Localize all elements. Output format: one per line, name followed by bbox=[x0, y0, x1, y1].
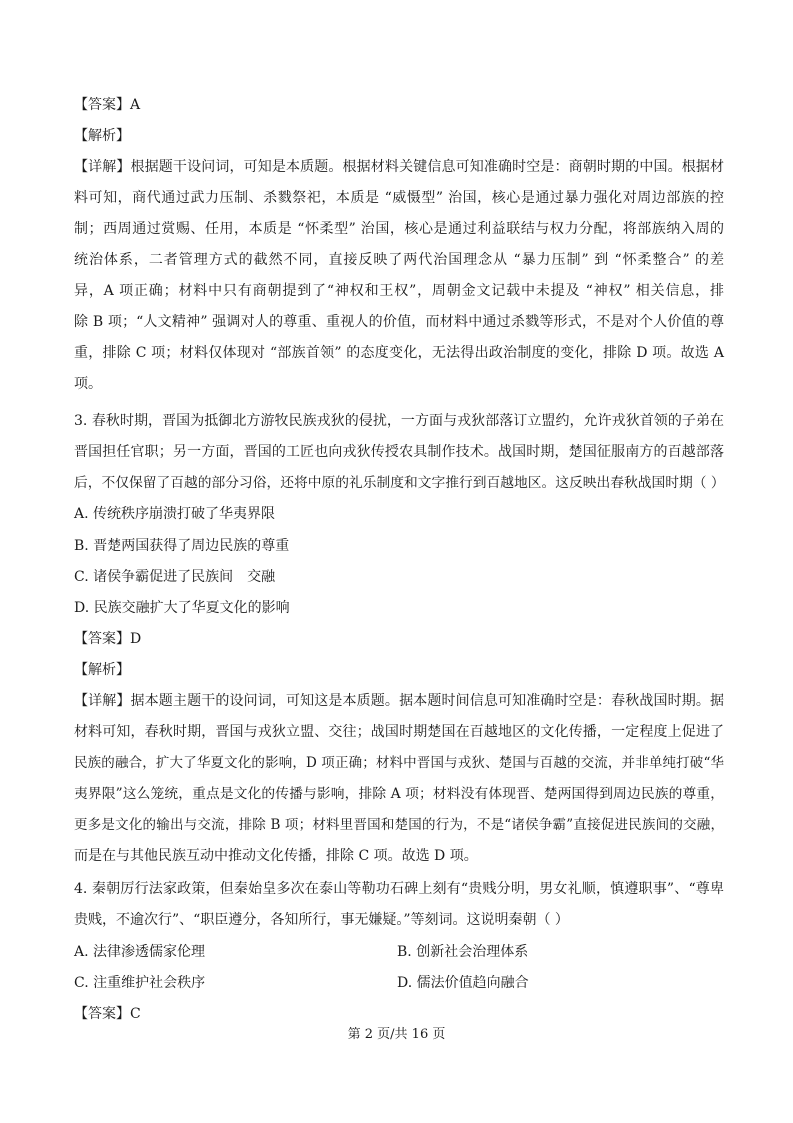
q4-option-a: A. 法律渗透儒家伦理 bbox=[74, 944, 206, 960]
q2-answer: 【答案】A bbox=[74, 97, 141, 113]
q2-detail-line: 异，A 项正确；材料中只有商朝提到了“神权和王权”，周朝金文记载中未提及 “神权” 相关信息，排 bbox=[74, 283, 724, 299]
q3-detail-line: 夷界限”这么笼统，重点是文化的传播与影响，排除 A 项；材料没有体现晋、楚两国得到周边民族的尊重， bbox=[74, 786, 724, 802]
q2-detail-line: 项。 bbox=[74, 376, 102, 392]
q4-option-c: C. 注重维护社会秩序 bbox=[74, 975, 206, 991]
page-footer: 第 2 页/共 16 页 bbox=[347, 1027, 446, 1042]
q3-stem-line: 晋国担任官职；另一方面，晋国的工匠也向戎狄传授农具制作技术。战国时期，楚国征服南方的百越部落 bbox=[74, 444, 724, 460]
q2-detail-line: 料可知，商代通过武力压制、杀戮祭祀，本质是 “威慑型” 治国，核心是通过暴力强化对周边部族的控 bbox=[74, 190, 724, 206]
q3-detail-line: 更多是文化的输出与交流，排除 B 项；材料里晋国和楚国的行为，不是“诸侯争霸”直接促进民族间的交融， bbox=[74, 817, 724, 833]
q4-stem-line: 贵贱，不逾次行”、“职臣遵分，各知所行，事无嫌疑。”等刻词。这说明秦朝（ ） bbox=[74, 912, 569, 928]
q3-analysis-label: 【解析】 bbox=[74, 662, 130, 678]
q3-option-d: D. 民族交融扩大了华夏文化的影响 bbox=[74, 600, 290, 616]
q3-detail-line: 材料可知，春秋时期，晋国与戎狄立盟、交往；战国时期楚国在百越地区的文化传播，一定程度上促进了 bbox=[74, 724, 724, 740]
q2-analysis-label: 【解析】 bbox=[74, 128, 130, 144]
q4-answer: 【答案】C bbox=[74, 1006, 141, 1022]
q4-option-b: B. 创新社会治理体系 bbox=[397, 944, 529, 960]
q4-option-d: D. 儒法价值趋向融合 bbox=[397, 975, 529, 991]
q3-stem-line: 后，不仅保留了百越的部分习俗，还将中原的礼乐制度和文字推行到百越地区。这反映出春秋战国时期（ ） bbox=[74, 475, 725, 491]
q2-detail-line: 统治体系，二者管理方式的截然不同，直接反映了两代治国理念从 “暴力压制” 到 “怀柔整合” 的差 bbox=[74, 252, 724, 268]
q3-option-a: A. 传统秩序崩溃打破了华夷界限 bbox=[74, 506, 276, 522]
q3-option-c: C. 诸侯争霸促进了民族间 交融 bbox=[74, 569, 276, 585]
q3-detail-line: 【详解】据本题主题干的设问词，可知这是本质题。据本题时间信息可知准确时空是：春秋战国时期。据 bbox=[74, 693, 724, 709]
q3-stem-line: 3. 春秋时期，晋国为抵御北方游牧民族戎狄的侵扰，一方面与戎狄部落订立盟约，允许戎狄首领的子弟在 bbox=[74, 413, 724, 429]
q2-detail-line: 制；西周通过赏赐、任用，本质是 “怀柔型” 治国，核心是通过利益联结与权力分配，将部族纳入周的 bbox=[74, 221, 724, 237]
q3-detail-line: 而是在与其他民族互动中推动文化传播，排除 C 项。故选 D 项。 bbox=[74, 848, 478, 864]
q2-detail-line: 除 B 项；“人文精神” 强调对人的尊重、重视人的价值，而材料中通过杀戮等形式，不是对个人价值的尊 bbox=[74, 314, 724, 330]
q2-detail-line: 【详解】根据题干设问词，可知是本质题。根据材料关键信息可知准确时空是：商朝时期的中国。根据材 bbox=[74, 159, 724, 175]
q3-answer: 【答案】D bbox=[74, 631, 142, 647]
q2-detail-line: 重，排除 C 项；材料仅体现对 “部族首领” 的态度变化，无法得出政治制度的变化，排除 D 项。故选 A bbox=[74, 345, 724, 361]
q4-stem-line: 4. 秦朝厉行法家政策，但秦始皇多次在泰山等勒功石碑上刻有“贵贱分明，男女礼顺，慎遵职事”、“尊卑 bbox=[74, 881, 724, 897]
q3-detail-line: 民族的融合，扩大了华夏文化的影响，D 项正确；材料中晋国与戎狄、楚国与百越的交流，并非单纯打破“华 bbox=[74, 755, 724, 771]
q3-option-b: B. 晋楚两国获得了周边民族的尊重 bbox=[74, 538, 290, 554]
